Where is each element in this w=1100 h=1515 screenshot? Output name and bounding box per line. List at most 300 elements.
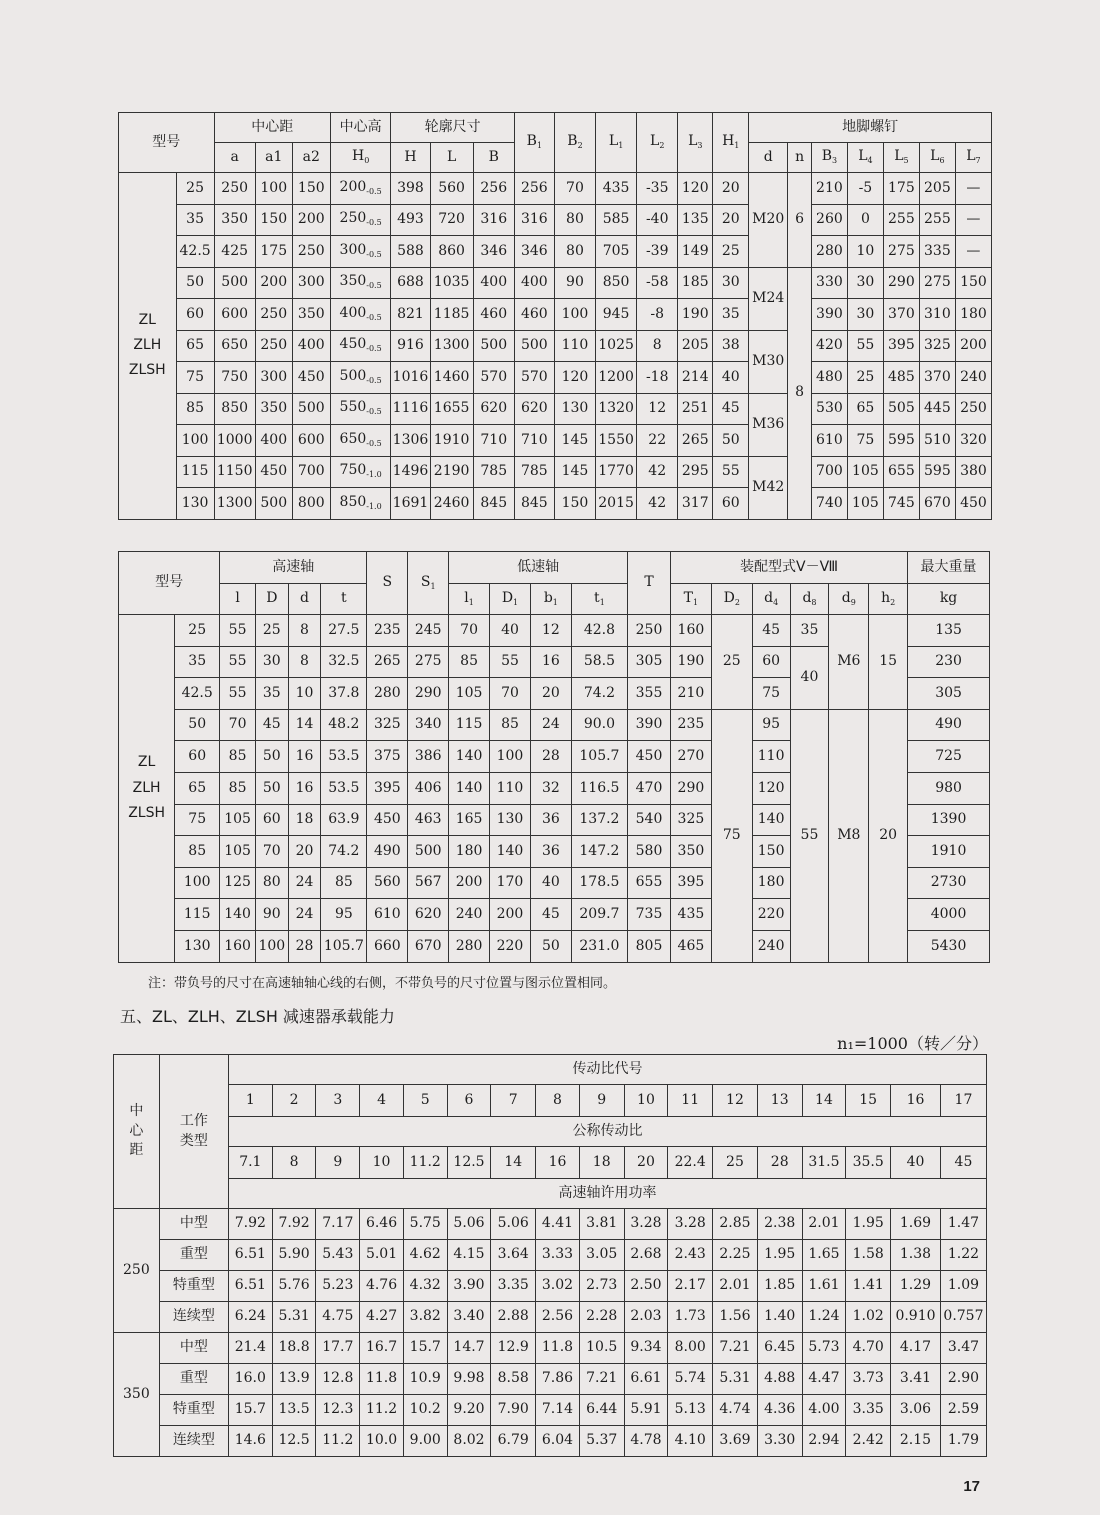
cell-value: 30 (847, 299, 883, 331)
power-value: 10.5 (579, 1333, 624, 1364)
cell-value: 570 (514, 362, 554, 394)
cell-value: 280 (811, 236, 847, 268)
table-row (114, 1333, 987, 1364)
cell-value: 485 (883, 362, 919, 394)
work-type-label: 工作类型 (179, 1112, 208, 1149)
power-value: 2.38 (757, 1209, 802, 1240)
cell-value: 205 (919, 173, 955, 205)
header-H1: $H_1$ (713, 113, 749, 173)
work-type: 重型 (159, 1364, 228, 1395)
power-value: 4.32 (403, 1271, 447, 1302)
power-value: 5.23 (316, 1271, 360, 1302)
cell-value: 316 (473, 204, 514, 236)
header-d: d (749, 143, 788, 173)
model-name: ZL (138, 311, 156, 328)
nominal-ratio: 14 (491, 1147, 536, 1179)
cell-d4: 240 (752, 930, 790, 962)
header-t1: $t_1$ (571, 584, 627, 615)
cell-value: 450 (292, 362, 330, 394)
power-value: 3.06 (891, 1395, 941, 1426)
power-value: 6.46 (360, 1209, 404, 1240)
cell-value: 316 (514, 204, 554, 236)
header-B1: $B_1$ (514, 113, 554, 173)
cell-value: 70 (554, 173, 595, 205)
power-value: 4.78 (624, 1426, 668, 1457)
power-value: 0.910 (891, 1302, 941, 1333)
power-value: 2.73 (579, 1271, 624, 1302)
cell-value: 30 (847, 267, 883, 299)
nominal-ratio: 40 (891, 1147, 941, 1179)
cell-value: 1496 (391, 456, 430, 488)
cell-value: 180 (955, 299, 991, 331)
cell-value: 40 (490, 615, 531, 647)
header-T1: $T_1$ (670, 584, 711, 615)
nominal-ratio: 20 (624, 1147, 668, 1179)
cell-value: 8 (288, 646, 321, 678)
ratio-code: 15 (846, 1085, 891, 1117)
header-T: T (628, 552, 671, 615)
cell-value: — (955, 204, 991, 236)
cell-value: 42.8 (571, 615, 627, 647)
header-center-distance (114, 1055, 160, 1209)
cell-weight: 2730 (908, 867, 990, 899)
cell-size: 75 (175, 804, 220, 836)
cell-H0 (330, 330, 391, 362)
power-value: 6.51 (228, 1271, 272, 1302)
cell-value: 325 (670, 804, 711, 836)
power-value: 15.7 (228, 1395, 272, 1426)
cell-value: 20 (288, 836, 321, 868)
power-value: 4.00 (802, 1395, 846, 1426)
cell-value: 355 (628, 678, 671, 710)
power-value: 2.17 (668, 1271, 713, 1302)
cell-value: 340 (408, 709, 449, 741)
power-value: 3.47 (940, 1333, 986, 1364)
power-value: 16.7 (360, 1333, 404, 1364)
power-value: 4.36 (757, 1395, 802, 1426)
cell-value: 300 (255, 362, 292, 394)
cell-value: 100 (490, 741, 531, 773)
power-value: 3.30 (757, 1426, 802, 1457)
cell-value: 560 (430, 173, 473, 205)
power-value: 2.42 (846, 1426, 891, 1457)
shaft-table (118, 551, 990, 963)
header-L1: $L_1$ (596, 113, 637, 173)
header-D1: $D_1$ (490, 584, 531, 615)
cell-value: 720 (430, 204, 473, 236)
power-value: 4.27 (360, 1302, 404, 1333)
power-value: 1.61 (802, 1271, 846, 1302)
power-value: 18.8 (272, 1333, 316, 1364)
cell-value: 450 (628, 741, 671, 773)
table-row (114, 1364, 987, 1395)
table-row (119, 204, 992, 236)
cell-value: 42 (637, 488, 678, 520)
ratio-code: 13 (757, 1085, 802, 1117)
ratio-code: 6 (447, 1085, 491, 1117)
cell-value: 38 (713, 330, 749, 362)
cell-value: 655 (883, 456, 919, 488)
cell-size: 115 (176, 456, 214, 488)
cell-value: 40 (530, 867, 571, 899)
cell-value: 25 (255, 615, 288, 647)
power-value: 13.5 (272, 1395, 316, 1426)
cell-value: 845 (514, 488, 554, 520)
cell-value: 275 (919, 267, 955, 299)
cell-size: 100 (175, 867, 220, 899)
cell-value: 800 (292, 488, 330, 520)
cell-value: 435 (670, 899, 711, 931)
cell-value: 400 (473, 267, 514, 299)
cell-value: 510 (919, 425, 955, 457)
cell-n: 8 (788, 267, 812, 519)
cell-value: 150 (955, 267, 991, 299)
work-type: 重型 (159, 1240, 228, 1271)
cell-d9: M6 (829, 615, 869, 710)
cell-value: 45 (255, 709, 288, 741)
cell-value: 145 (554, 456, 595, 488)
cell-value: 610 (367, 899, 408, 931)
H0-value: 650 (339, 430, 367, 447)
power-value: 4.88 (757, 1364, 802, 1395)
cell-value: 395 (883, 330, 919, 362)
work-type: 连续型 (159, 1426, 228, 1457)
cell-value: 320 (955, 425, 991, 457)
power-value: 7.21 (713, 1333, 758, 1364)
power-value: 8.58 (491, 1364, 536, 1395)
power-value: 5.76 (272, 1271, 316, 1302)
header-L2: $L_2$ (637, 113, 678, 173)
cell-value: 2190 (430, 456, 473, 488)
cell-value: 80 (554, 236, 595, 268)
cell-value: 85 (220, 741, 256, 773)
cell-d: M36 (749, 393, 788, 456)
cell-value: 12 (637, 393, 678, 425)
cell-size: 50 (175, 709, 220, 741)
power-value: 9.20 (447, 1395, 491, 1426)
power-value: 4.10 (668, 1426, 713, 1457)
cell-value: 460 (514, 299, 554, 331)
power-value: 2.59 (940, 1395, 986, 1426)
cell-value: -5 (847, 173, 883, 205)
model-name: ZLSH (128, 362, 166, 379)
power-value: 14.6 (228, 1426, 272, 1457)
cell-value: 10 (847, 236, 883, 268)
cell-value: 1116 (391, 393, 430, 425)
cell-value: 28 (530, 741, 571, 773)
power-value: 2.94 (802, 1426, 846, 1457)
cell-size: 25 (176, 173, 214, 205)
power-value: 1.95 (846, 1209, 891, 1240)
power-value: 10.0 (360, 1426, 404, 1457)
cell-value: 140 (490, 836, 531, 868)
cell-value: 74.2 (571, 678, 627, 710)
header-H: H (391, 143, 430, 173)
table-row (119, 488, 992, 520)
cell-value: 90 (554, 267, 595, 299)
page-number: 17 (963, 1478, 980, 1495)
cell-value: 330 (811, 267, 847, 299)
cell-value: 595 (919, 456, 955, 488)
cell-value: 1655 (430, 393, 473, 425)
H0-tolerance: -0.5 (366, 438, 382, 448)
header-kg: kg (908, 584, 990, 615)
cell-value: 390 (811, 299, 847, 331)
header-D: D (255, 584, 288, 615)
header-L4: $L_4$ (847, 143, 883, 173)
power-value: 16.0 (228, 1364, 272, 1395)
cell-d8: 35 (790, 615, 829, 647)
cell-value: 420 (811, 330, 847, 362)
cell-value: 170 (490, 867, 531, 899)
cell-value: 1550 (596, 425, 637, 457)
center-distance-value: 250 (114, 1209, 160, 1333)
power-value: 1.41 (846, 1271, 891, 1302)
cell-value: 1300 (430, 330, 473, 362)
H0-value: 500 (339, 367, 367, 384)
header-B2: $B_2$ (554, 113, 595, 173)
cell-value: 200 (255, 267, 292, 299)
power-value: 6.44 (579, 1395, 624, 1426)
cell-value: 175 (255, 236, 292, 268)
power-value: 9.34 (624, 1333, 668, 1364)
cell-value: 25 (713, 236, 749, 268)
H0-value: 350 (339, 273, 367, 290)
header-d9: $d_9$ (829, 584, 869, 615)
capacity-table (113, 1054, 987, 1457)
cell-value: 460 (473, 299, 514, 331)
cell-size: 85 (176, 393, 214, 425)
cell-n: 6 (788, 173, 812, 268)
cell-h2: 20 (869, 709, 908, 962)
cell-value: 35 (713, 299, 749, 331)
power-value: 5.91 (624, 1395, 668, 1426)
cell-value: 28 (288, 930, 321, 962)
cell-value: 850 (214, 393, 255, 425)
cell-value: 386 (408, 741, 449, 773)
power-value: 8.00 (668, 1333, 713, 1364)
ratio-code: 11 (668, 1085, 713, 1117)
H0-value: 850 (339, 493, 367, 510)
cell-weight: 305 (908, 678, 990, 710)
cell-H0 (330, 299, 391, 331)
cell-value: 280 (449, 930, 490, 962)
H0-tolerance: -0.5 (366, 407, 382, 417)
cell-value: 90 (255, 899, 288, 931)
cell-weight: 5430 (908, 930, 990, 962)
header-anchor-bolts: 地脚螺钉 (749, 113, 992, 143)
cell-value: 400 (514, 267, 554, 299)
cell-value: 147.2 (571, 836, 627, 868)
table-row (119, 173, 992, 205)
cell-d: M30 (749, 330, 788, 393)
cell-weight: 4000 (908, 899, 990, 931)
cell-value: 260 (811, 204, 847, 236)
power-value: 1.73 (668, 1302, 713, 1333)
cell-value: -18 (637, 362, 678, 394)
nominal-ratio: 31.5 (802, 1147, 846, 1179)
cell-value: 370 (919, 362, 955, 394)
cell-value: 1320 (596, 393, 637, 425)
cell-value: 346 (473, 236, 514, 268)
nominal-ratio: 16 (536, 1147, 580, 1179)
table-row (119, 425, 992, 457)
cell-value: 190 (670, 646, 711, 678)
cell-value: 214 (678, 362, 713, 394)
power-value: 1.47 (940, 1209, 986, 1240)
cell-value: -39 (637, 236, 678, 268)
nominal-ratio: 25 (713, 1147, 758, 1179)
cell-value: 200 (490, 899, 531, 931)
cell-value: 435 (596, 173, 637, 205)
cell-d9: M8 (829, 709, 869, 962)
cell-value: 16 (288, 741, 321, 773)
power-value: 7.92 (228, 1209, 272, 1240)
cell-value: 480 (811, 362, 847, 394)
cell-value: 493 (391, 204, 430, 236)
cell-weight: 980 (908, 772, 990, 804)
power-value: 3.35 (846, 1395, 891, 1426)
ratio-code: 3 (316, 1085, 360, 1117)
cell-size: 85 (175, 836, 220, 868)
header-ratio-code: 传动比代号 (228, 1055, 986, 1085)
cell-value: — (955, 236, 991, 268)
cell-value: 20 (530, 678, 571, 710)
cell-value: 1200 (596, 362, 637, 394)
cell-d4: 220 (752, 899, 790, 931)
cell-weight: 135 (908, 615, 990, 647)
power-value: 11.2 (360, 1395, 404, 1426)
cell-value: 70 (490, 678, 531, 710)
cell-size: 42.5 (175, 678, 220, 710)
table-row (114, 1302, 987, 1333)
power-value: 11.2 (316, 1426, 360, 1457)
cell-value: 250 (255, 299, 292, 331)
cell-d4: 180 (752, 867, 790, 899)
cell-value: 560 (367, 867, 408, 899)
cell-value: 240 (449, 899, 490, 931)
cell-value: 32 (530, 772, 571, 804)
cell-value: 255 (883, 204, 919, 236)
cell-weight: 725 (908, 741, 990, 773)
power-value: 10.2 (403, 1395, 447, 1426)
cell-size: 115 (175, 899, 220, 931)
nominal-ratio: 18 (579, 1147, 624, 1179)
header-L6: $L_6$ (919, 143, 955, 173)
cell-value: 465 (670, 930, 711, 962)
model-name: ZLH (132, 779, 161, 796)
power-value: 1.79 (940, 1426, 986, 1457)
cell-d: M42 (749, 456, 788, 519)
header-l: l (220, 584, 256, 615)
header-center-distance: 中心距 (214, 113, 330, 143)
H0-value: 200 (339, 178, 367, 195)
power-value: 12.9 (491, 1333, 536, 1364)
cell-value: 120 (554, 362, 595, 394)
power-value: 11.8 (360, 1364, 404, 1395)
cell-value: 24 (288, 867, 321, 899)
cell-value: 110 (554, 330, 595, 362)
cell-value: 74.2 (321, 836, 367, 868)
cell-value: 300 (292, 267, 330, 299)
cell-value: 400 (255, 425, 292, 457)
table-row (119, 330, 992, 362)
model-group (119, 615, 175, 963)
cell-value: 100 (255, 930, 288, 962)
cell-weight: 1910 (908, 836, 990, 868)
cell-value: 240 (955, 362, 991, 394)
H0-tolerance: -0.5 (366, 249, 382, 259)
cell-d4: 60 (752, 646, 790, 678)
work-type: 中型 (159, 1333, 228, 1364)
nominal-ratio: 28 (757, 1147, 802, 1179)
cell-H0 (330, 173, 391, 205)
cell-value: 350 (670, 836, 711, 868)
cell-value: 58.5 (571, 646, 627, 678)
cell-value: -35 (637, 173, 678, 205)
power-value: 14.7 (447, 1333, 491, 1364)
cell-value: 290 (408, 678, 449, 710)
power-value: 3.28 (668, 1209, 713, 1240)
cell-d4: 75 (752, 678, 790, 710)
cell-value: 220 (490, 930, 531, 962)
power-value: 2.68 (624, 1240, 668, 1271)
power-value: 4.17 (891, 1333, 941, 1364)
cell-value: 245 (408, 615, 449, 647)
cell-value: 85 (321, 867, 367, 899)
power-value: 4.47 (802, 1364, 846, 1395)
table-row (119, 236, 992, 268)
header-a: a (214, 143, 255, 173)
power-value: 12.5 (272, 1426, 316, 1457)
power-value: 2.28 (579, 1302, 624, 1333)
cell-value: 620 (408, 899, 449, 931)
cell-value: 660 (367, 930, 408, 962)
header-b1: $b_1$ (530, 584, 571, 615)
H0-tolerance: -0.5 (366, 281, 382, 291)
cell-value: 490 (367, 836, 408, 868)
table-row (114, 1271, 987, 1302)
power-value: 1.22 (940, 1240, 986, 1271)
cell-value: 710 (514, 425, 554, 457)
cell-value: -40 (637, 204, 678, 236)
cell-value: 140 (449, 741, 490, 773)
H0-value: 750 (339, 462, 367, 479)
cell-value: 505 (883, 393, 919, 425)
power-value: 5.01 (360, 1240, 404, 1271)
header-l1: $l_1$ (449, 584, 490, 615)
cell-value: 425 (214, 236, 255, 268)
cell-value: 1025 (596, 330, 637, 362)
cell-value: 53.5 (321, 741, 367, 773)
cell-value: 655 (628, 867, 671, 899)
cell-value: 60 (255, 804, 288, 836)
power-value: 3.82 (403, 1302, 447, 1333)
cell-value: 16 (288, 772, 321, 804)
power-value: 1.40 (757, 1302, 802, 1333)
cell-value: 600 (214, 299, 255, 331)
model-name: ZLH (133, 337, 162, 354)
table-row (114, 1240, 987, 1271)
cell-value: 445 (919, 393, 955, 425)
power-value: 2.50 (624, 1271, 668, 1302)
cell-value: 610 (811, 425, 847, 457)
cell-H0 (330, 267, 391, 299)
cell-d4: 150 (752, 836, 790, 868)
cell-value: 350 (255, 393, 292, 425)
input-speed: n₁=1000（转／分） (837, 1034, 988, 1053)
header-work-type (159, 1055, 228, 1209)
